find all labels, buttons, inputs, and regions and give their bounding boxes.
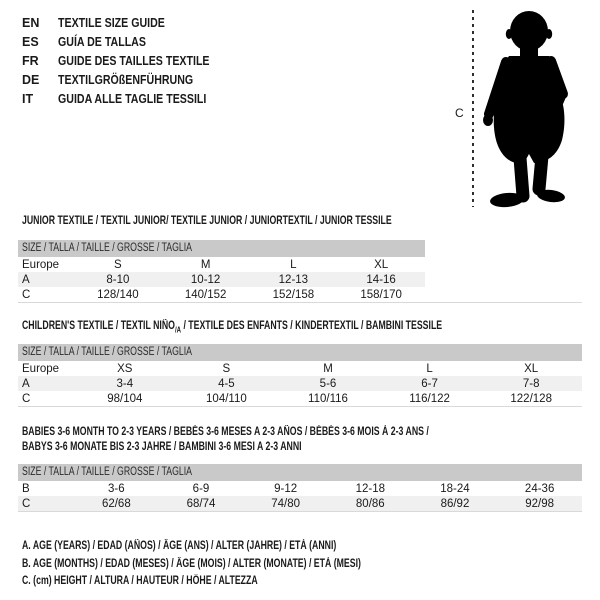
footnote-b: B. AGE (MONTHS) / EDAD (MESES) / ÂGE (MOIS) / ALTER (MONATE) / ETÀ (MESI) xyxy=(22,557,361,570)
table-cell: 152/158 xyxy=(272,288,315,301)
table-cell: XS xyxy=(117,362,133,375)
table-row xyxy=(18,496,582,512)
measure-footnotes xyxy=(22,538,468,591)
footnote-c: C. (cm) HEIGHT / ALTURA / HAUTEUR / HÖHE / ALTEZZA xyxy=(22,575,258,587)
footnote-a: A. AGE (YEARS) / EDAD (AÑOS) / ÂGE (ANS) / ALTER (JAHRE) / ETÀ (ANNI) xyxy=(22,540,337,552)
table-cell: 122/128 xyxy=(510,392,552,405)
lang-code: EN xyxy=(22,15,40,30)
baby-silhouette-icon xyxy=(479,8,575,210)
lang-row-en xyxy=(22,13,236,32)
lang-code: ES xyxy=(22,34,39,49)
junior-size-table xyxy=(18,257,425,302)
section-junior-textile xyxy=(18,215,425,302)
table-row xyxy=(18,287,425,302)
row-label: Europe xyxy=(22,258,60,271)
table-cell: 4-5 xyxy=(218,377,235,390)
table-cell: 3-6 xyxy=(108,482,125,495)
lang-row-de xyxy=(22,70,236,89)
table-cell: 74/80 xyxy=(271,497,301,510)
table-cell: 86/92 xyxy=(440,497,470,510)
table-cell: 92/98 xyxy=(525,497,555,510)
table-cell: XL xyxy=(524,362,539,375)
table-cell: S xyxy=(114,258,122,271)
table-row xyxy=(18,272,425,287)
table-cell: L xyxy=(426,362,433,375)
table-cell: L xyxy=(290,258,297,271)
row-label: Europe xyxy=(22,362,60,375)
babies-size-table xyxy=(18,481,582,512)
row-label: A xyxy=(22,377,30,390)
table-cell: 12-18 xyxy=(355,482,385,495)
lang-label: GUIDA ALLE TAGLIE TESSILI xyxy=(58,91,207,106)
table-cell: 68/74 xyxy=(186,497,216,510)
table-cell: 80/86 xyxy=(355,497,385,510)
lang-row-it xyxy=(22,89,236,108)
table-cell: 128/140 xyxy=(97,288,139,301)
table-cell: M xyxy=(323,362,333,375)
table-cell: 18-24 xyxy=(440,482,470,495)
junior-size-header-bar: SIZE / TALLA / TAILLE / GRÖSSE / TAGLIA xyxy=(18,240,425,257)
babies-section-title-line1: BABIES 3-6 MONTH TO 2-3 YEARS / BEBÉS 3-6 MESES A 2-3 AÑOS / BÉBÉS 3-6 MOIS À 2-3 ANS / xyxy=(22,426,429,438)
lang-row-es xyxy=(22,32,236,51)
lang-code: FR xyxy=(22,53,39,68)
table-row xyxy=(18,361,582,376)
table-row xyxy=(18,257,425,272)
lang-label: GUÍA DE TALLAS xyxy=(58,34,146,49)
table-cell: 98/104 xyxy=(107,392,143,405)
junior-section-title: JUNIOR TEXTILE / TEXTIL JUNIOR/ TEXTILE JUNIOR / JUNIORTEXTIL / JUNIOR TESSILE xyxy=(22,215,392,227)
lang-code: DE xyxy=(22,72,40,87)
table-cell: 10-12 xyxy=(190,273,221,286)
height-dashed-line xyxy=(472,10,474,207)
table-cell: 7-8 xyxy=(522,377,540,390)
children-size-header-bar: SIZE / TALLA / TAILLE / GRÖSSE / TAGLIA xyxy=(18,344,582,361)
table-cell: 104/110 xyxy=(206,392,247,405)
table-cell: 110/116 xyxy=(308,392,348,405)
babies-size-header-bar: SIZE / TALLA / TAILLE / GRÖSSE / TAGLIA xyxy=(18,464,582,481)
table-row xyxy=(18,481,582,496)
height-measure-label: C xyxy=(455,106,464,120)
table-cell: XL xyxy=(374,258,389,271)
lang-label: GUIDE DES TAILLES TEXTILE xyxy=(58,53,210,68)
row-label: C xyxy=(22,392,31,405)
lang-code: IT xyxy=(22,91,34,106)
table-cell: 5-6 xyxy=(319,377,337,390)
children-section-title: CHILDREN'S TEXTILE / TEXTIL $NIÑO_{/A}$ / TEXTILE DES ENFANTS / KINDERTEXTIL / BAMBINI TESSILE xyxy=(22,320,443,335)
table-row xyxy=(18,376,582,391)
section-childrens-textile xyxy=(18,320,582,407)
table-cell: 8-10 xyxy=(106,273,130,286)
row-label: A xyxy=(22,273,30,286)
table-cell: 14-16 xyxy=(366,273,396,286)
table-cell: 62/68 xyxy=(101,497,131,510)
table-cell: S xyxy=(222,362,231,375)
table-cell: 9-12 xyxy=(274,482,298,495)
language-title-block xyxy=(22,13,236,108)
section-babies-textile xyxy=(18,425,582,512)
table-cell: 12-13 xyxy=(278,273,309,286)
table-row xyxy=(18,391,582,407)
table-cell: 158/170 xyxy=(360,288,402,301)
table-cell: 140/152 xyxy=(184,288,227,301)
table-cell: M xyxy=(200,258,211,271)
table-cell: 3-4 xyxy=(116,377,134,390)
lang-label: TEXTILE SIZE GUIDE xyxy=(58,15,165,30)
table-cell: 24-36 xyxy=(524,482,555,495)
row-label: C xyxy=(22,288,31,301)
lang-label: TEXTILGRÖßENFÜHRUNG xyxy=(58,72,194,87)
babies-section-title-line2: BABYS 3-6 MONATE BIS 2-3 JAHRE / BAMBINI 3-6 MESI A 2-3 ANNI xyxy=(22,441,302,453)
children-size-table xyxy=(18,361,582,407)
table-cell: 116/122 xyxy=(409,392,450,405)
table-cell: 6-9 xyxy=(192,482,210,495)
table-cell: 6-7 xyxy=(421,377,438,390)
row-label: B xyxy=(22,482,30,495)
junior-table-bottom-rule xyxy=(18,302,582,303)
row-label: C xyxy=(22,497,31,510)
lang-row-fr xyxy=(22,51,236,70)
